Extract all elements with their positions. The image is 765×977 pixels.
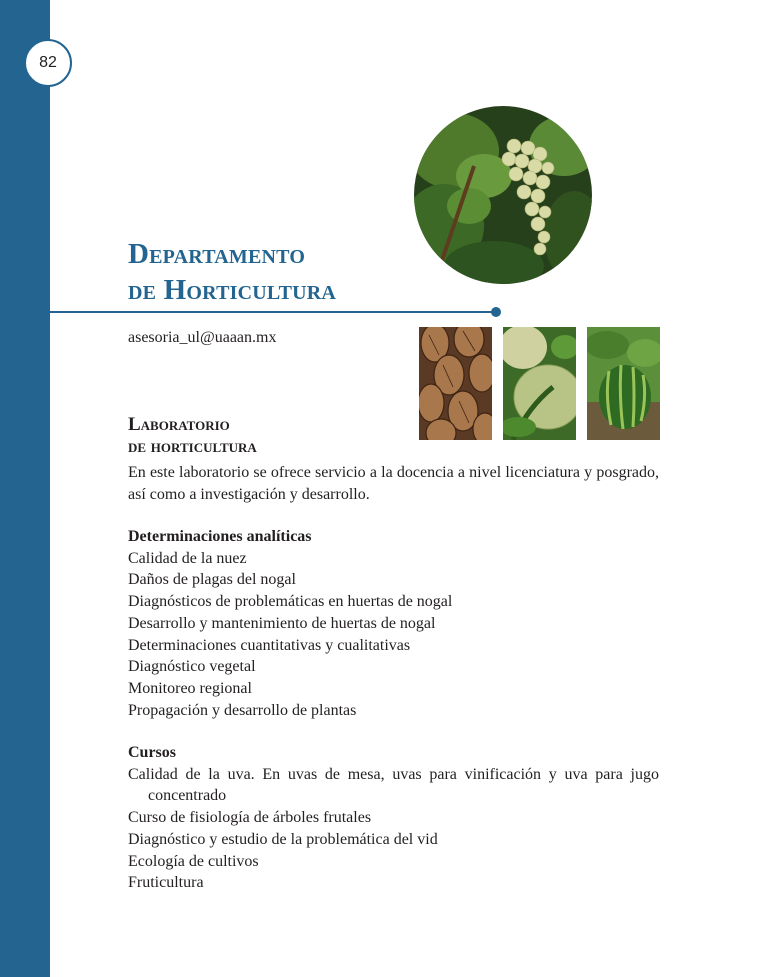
list-item: Propagación y desarrollo de plantas [128, 701, 357, 719]
list-item: Fruticultura [128, 874, 204, 892]
watermelon-photo [587, 327, 660, 440]
courses-section [128, 742, 659, 894]
pecan-nuts-photo [419, 327, 492, 440]
title-divider [50, 311, 495, 313]
title-line-1: Departamento [128, 238, 306, 270]
determinations-list [128, 548, 659, 722]
page-number-badge [24, 39, 72, 87]
laboratory-title-line-1: Laboratorio [128, 414, 230, 435]
laboratory-title-line-2: de horticultura [128, 436, 257, 457]
contact-email: asesoria_ul@uaaan.mx [128, 329, 277, 346]
list-item: Diagnósticos de problemáticas en huertas de nogal [128, 593, 453, 611]
page-number: 82 [39, 54, 57, 71]
melon-photo [503, 327, 576, 440]
list-item: Diagnóstico vegetal [128, 658, 256, 676]
list-item: Daños de plagas del nogal [128, 571, 296, 589]
page-title [128, 236, 336, 308]
sidebar-band [0, 0, 50, 977]
grapes-photo [414, 106, 592, 284]
list-item: Calidad de la nuez [128, 549, 247, 567]
list-item: Monitoreo regional [128, 679, 252, 697]
determinations-section [128, 526, 659, 721]
title-line-2: de Horticultura [128, 274, 337, 306]
courses-list [128, 764, 659, 894]
laboratory-title [128, 414, 257, 458]
list-item: Determinaciones cuantitativas y cualitativas [128, 636, 411, 654]
list-item: Desarrollo y mantenimiento de huertas de nogal [128, 614, 436, 632]
laboratory-description: En este laboratorio se ofrece servicio a la docencia a nivel licenciatura y posgrado, así como a investigación y desarrollo. [128, 464, 659, 503]
determinations-heading: Determinaciones analíticas [128, 528, 312, 545]
list-item: Curso de fisiología de árboles frutales [128, 809, 372, 827]
list-item: Ecología de cultivos [128, 852, 259, 870]
list-item: Diagnóstico y estudio de la problemática del vid [128, 830, 438, 848]
title-divider-dot [491, 307, 501, 317]
courses-heading: Cursos [128, 744, 177, 761]
list-item: Calidad de la uva. En uvas de mesa, uvas para vinificación y uva para jugo concentrado [128, 765, 659, 805]
